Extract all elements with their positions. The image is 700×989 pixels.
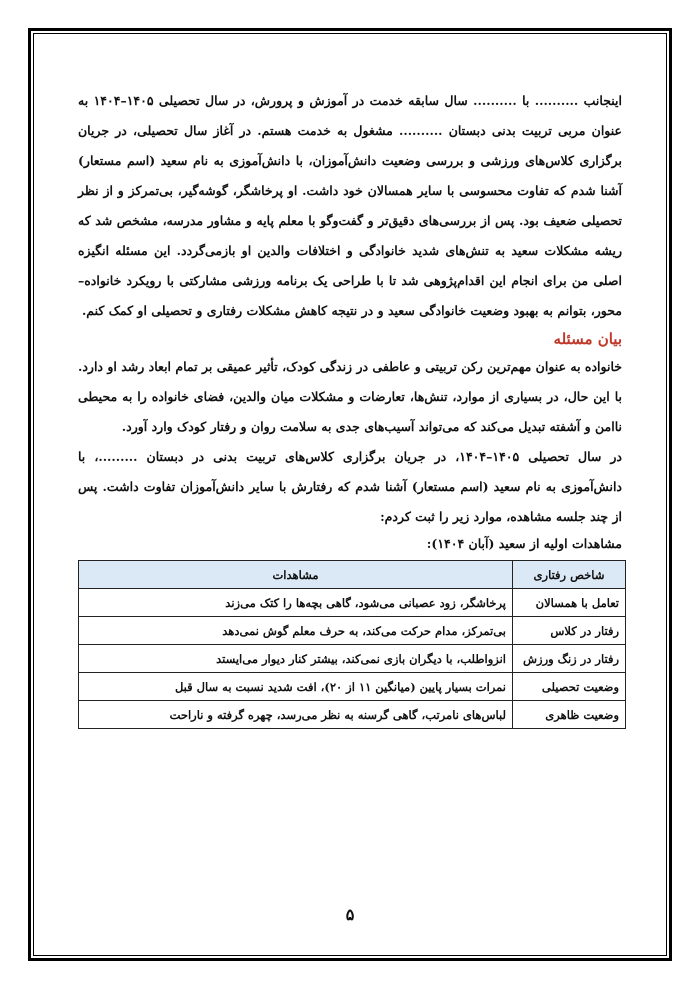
page-number: ۵ — [345, 905, 355, 924]
table-caption: مشاهدات اولیه از سعید (آبان ۱۴۰۴): — [426, 536, 622, 551]
table-header-row — [79, 561, 626, 589]
document-body — [78, 86, 622, 729]
table-row — [79, 589, 626, 617]
section-heading: بیان مسئله — [553, 330, 622, 348]
table-cell-observation: پرخاشگر، زود عصبانی می‌شود، گاهی بچه‌ها را کتک می‌زند — [79, 589, 513, 617]
table-cell-indicator: وضعیت ظاهری — [513, 701, 626, 729]
table-cell-indicator: رفتار در زنگ ورزش — [513, 645, 626, 673]
table-cell-observation: نمرات بسیار پایین (میانگین ۱۱ از ۲۰)، افت شدید نسبت به سال قبل — [79, 673, 513, 701]
table-cell-indicator: رفتار در کلاس — [513, 617, 626, 645]
table-cell-indicator: تعامل با همسالان — [513, 589, 626, 617]
observations-table — [78, 560, 626, 729]
table-header-indicator: شاخص رفتاری — [513, 561, 626, 589]
table-row — [79, 673, 626, 701]
table-cell-indicator: وضعیت تحصیلی — [513, 673, 626, 701]
intro-paragraph: اینجانب .......... با .......... سال سابقه خدمت در آموزش و پرورش، در سال تحصیلی ۱۴۰۵–۱۴۰۴ به عنوان مربی تربیت بدنی دبستان .......... مشغول به خدمت هستم. در آغاز سال تحصیلی، در جریان برگزاری کلاس‌های ورزشی و بررسی وضعیت دانش‌آموزان، با دانش‌آموزی به نام سعید (اسم مستعار) آشنا شدم که تفاوت محسوسی با سایر همسالان خود داشت. او پرخاشگر، گوشه‌گیر، بی‌تمرکز و از نظر تحصیلی ضعیف بود. پس از بررسی‌های دقیق‌تر و گفت‌وگو با معلم پایه و مشاور مدرسه، مشخص شد که ریشه مشکلات سعید به تنش‌های شدید خانوادگی و اختلافات والدین او بازمی‌گردد. این مسئله انگیزه اصلی من برای انجام این اقدام‌پژوهی شد تا با طراحی یک برنامه ورزشی مشارکتی با رویکرد خانواده–محور، بتوانم به بهبود وضعیت خانوادگی سعید و در نتیجه کاهش مشکلات رفتاری و تحصیلی او کمک کنم. — [78, 93, 622, 318]
problem-paragraph-1: خانواده به عنوان مهم‌ترین رکن تربیتی و عاطفی در زندگی کودک، تأثیر عمیقی بر تمام ابعاد رشد او دارد. با این حال، در بسیاری از موارد، تنش‌ها، تعارضات و مشکلات میان والدین، فضای خانواده را به محیطی ناامن و آشفته تبدیل می‌کند که می‌تواند آسیب‌های جدی به سلامت روان و رفتار کودک وارد آورد. — [78, 359, 622, 434]
table-cell-observation: لباس‌های نامرتب، گاهی گرسنه به نظر می‌رسد، چهره گرفته و ناراحت — [79, 701, 513, 729]
table-row — [79, 701, 626, 729]
table-header-observations: مشاهدات — [79, 561, 513, 589]
table-row — [79, 617, 626, 645]
table-row — [79, 645, 626, 673]
table-cell-observation: بی‌تمرکز، مدام حرکت می‌کند، به حرف معلم گوش نمی‌دهد — [79, 617, 513, 645]
problem-paragraph-2: در سال تحصیلی ۱۴۰۵–۱۴۰۴، در جریان برگزاری کلاس‌های تربیت بدنی در دبستان .........، با دانش‌آموزی به نام سعید (اسم مستعار) آشنا شدم که رفتارش با سایر دانش‌آموزان تفاوت داشت. پس از چند جلسه مشاهده، موارد زیر را ثبت کردم: — [78, 449, 622, 524]
table-cell-observation: انزواطلب، با دیگران بازی نمی‌کند، بیشتر کنار دیوار می‌ایستد — [79, 645, 513, 673]
